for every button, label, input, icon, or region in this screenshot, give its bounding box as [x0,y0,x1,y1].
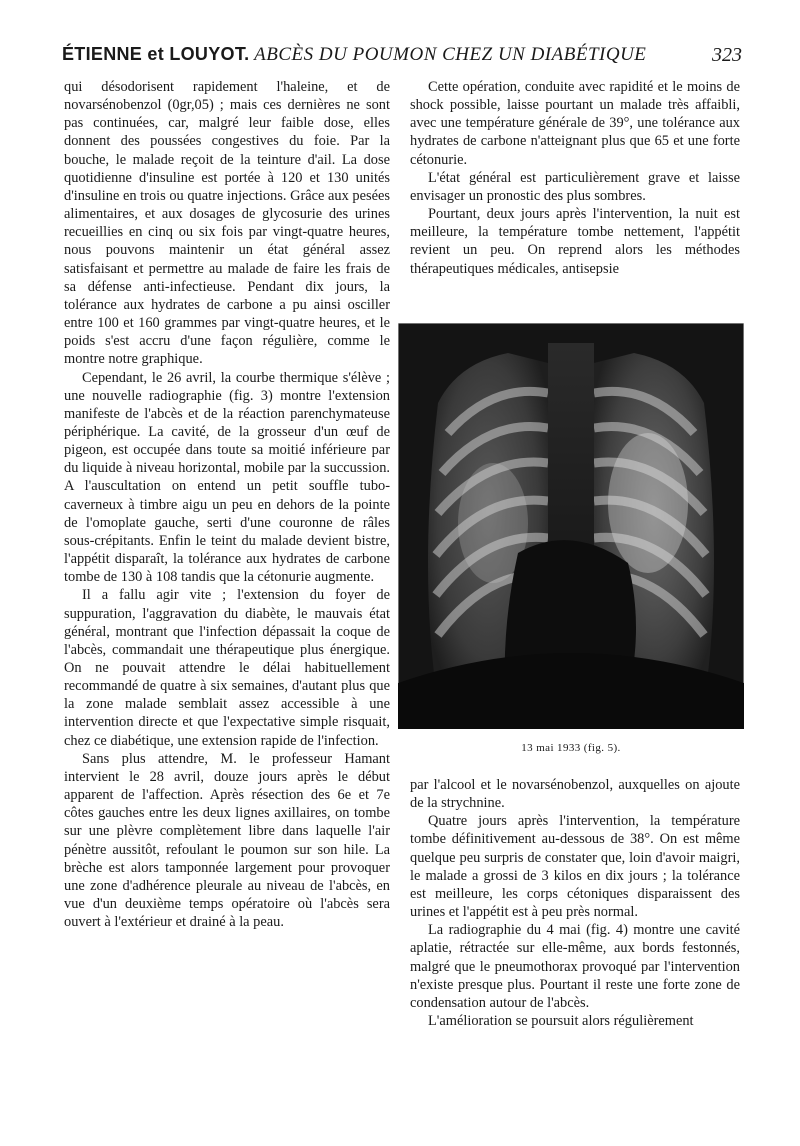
paragraph: qui désodorisent rapidement l'haleine, et de novarsénobenzol (0gr,05) ; mais ces dernières ne sont pas continuées, car, malgré leur faible dose, elles donnent des poussées congestives du foie. Par la bouche, le malade reçoit de la teinture d'ail. La dose quotidienne d'insuline est portée à 120 et 130 unités d'insuline en trois ou quatre injections. Grâce aux pesées alimentaires, et aux dosages de glycosurie des urines recueillies en cinq ou six fois par vingt-quatre heures, nous pouvons maintenir un état général assez satisfaisant et permettre au malade de faire les frais de sa défense anti-infectieuse. Pendant dix jours, la tolérance aux hydrates de carbone a pu ainsi osciller entre 100 et 160 grammes par vingt-quatre heures, et le poids s'est accru d'une façon régulière, comme le montre notre graphique. [64,79,390,368]
figure-caption: 13 mai 1933 (fig. 5). [521,742,621,754]
chest-radiograph-figure [398,323,744,729]
paragraph: L'état général est particulièrement grave et laisse envisager un pronostic des plus sombres. [410,169,740,204]
running-header [62,44,742,70]
chest-xray-image [398,323,744,729]
paragraph: L'amélioration se poursuit alors régulièrement [428,1013,694,1030]
header-title: ABCÈS DU POUMON CHEZ UN DIABÉTIQUE [254,44,647,65]
paragraph: Il a fallu agir vite ; l'extension du foyer de suppuration, l'aggravation du diabète, le mauvais état général, montrant que l'infection dépassait la coque de l'abcès, commandait une thérapeutique plus énergique. On ne pouvait attendre le délai habituellement recommandé de quatre à six semaines, d'autant plus que la zone malade semblait assez accessible à une intervention directe et que l'expectative simple risquait, chez ce diabétique, une extension rapide de l'infection. [64,587,390,749]
paragraph: Sans plus attendre, M. le professeur Hamant intervient le 28 avril, douze jours après le début apparent de l'affection. Après résection des 6e et 7e côtes gauches entre les deux lignes axillaires, on tombe sur une plèvre complètement libre dans laquelle l'air pénètre aussitôt, refoulant le poumon sur son hile. La brèche est alors tamponnée largement pour provoquer une zone d'adhérence pleurale au niveau de l'abcès, en vue d'un deuxième temps opératoire où l'abcès sera ouvert à l'extérieur et drainé à la peau. [64,750,390,931]
paragraph: par l'alcool et le novarsénobenzol, auxquelles on ajoute de la strychnine. [410,777,740,812]
paragraph: La radiographie du 4 mai (fig. 4) montre une cavité aplatie, rétractée sur elle-même, aux bords festonnés, malgré que le pneumothorax provoqué par l'intervention n'existe presque plus. Pourtant il reste une forte zone de condensation autour de l'abcès. [410,922,740,1011]
paragraph: Cette opération, conduite avec rapidité et le moins de shock possible, laisse pourtant un malade très affaibli, avec une température générale de 39°, une tolérance aux hydrates de carbone n'atteignant plus que 65 et une forte cétonurie. [410,79,740,168]
left-column [64,78,390,931]
paragraph: Quatre jours après l'intervention, la température tombe définitivement au-dessous de 38°. On est même quelque peu surpris de constater que, loin d'avoir maigri, le malade a grossi de 3 kilos en dix jours ; la tolérance est meilleure, les corps cétoniques disparaissent des urines et l'appétit est à peu près normal. [410,813,740,921]
paragraph: Pourtant, deux jours après l'intervention, la nuit est meilleure, la température tombe nettement, l'appétit revient un peu. On reprend alors les méthodes thérapeutiques médicales, antisepsie [410,206,740,277]
right-column-bottom [410,776,740,1030]
page-number: 323 [712,44,742,66]
header-authors: ÉTIENNE et LOUYOT. [62,44,250,64]
paragraph: Cependant, le 26 avril, la courbe thermique s'élève ; une nouvelle radiographie (fig. 3) montre l'extension manifeste de l'abcès et de la réaction parenchymateuse périphérique. La cavité, de la grosseur d'un œuf de pigeon, est occupée dans toute sa moitié inférieure par du liquide à niveau horizontal, mobile par la succussion. A l'auscultation on entend un petit souffle tubo-caverneux à timbre aigu un peu en dehors de la pointe de l'omoplate gauche, serti d'une couronne de râles sous-crépitants. Enfin le teint du malade devient bistre, l'appétit disparaît, la tolérance aux hydrates de carbone tombe de 130 à 108 tandis que la cétonurie augmente. [64,369,390,586]
right-column-top [410,78,740,278]
